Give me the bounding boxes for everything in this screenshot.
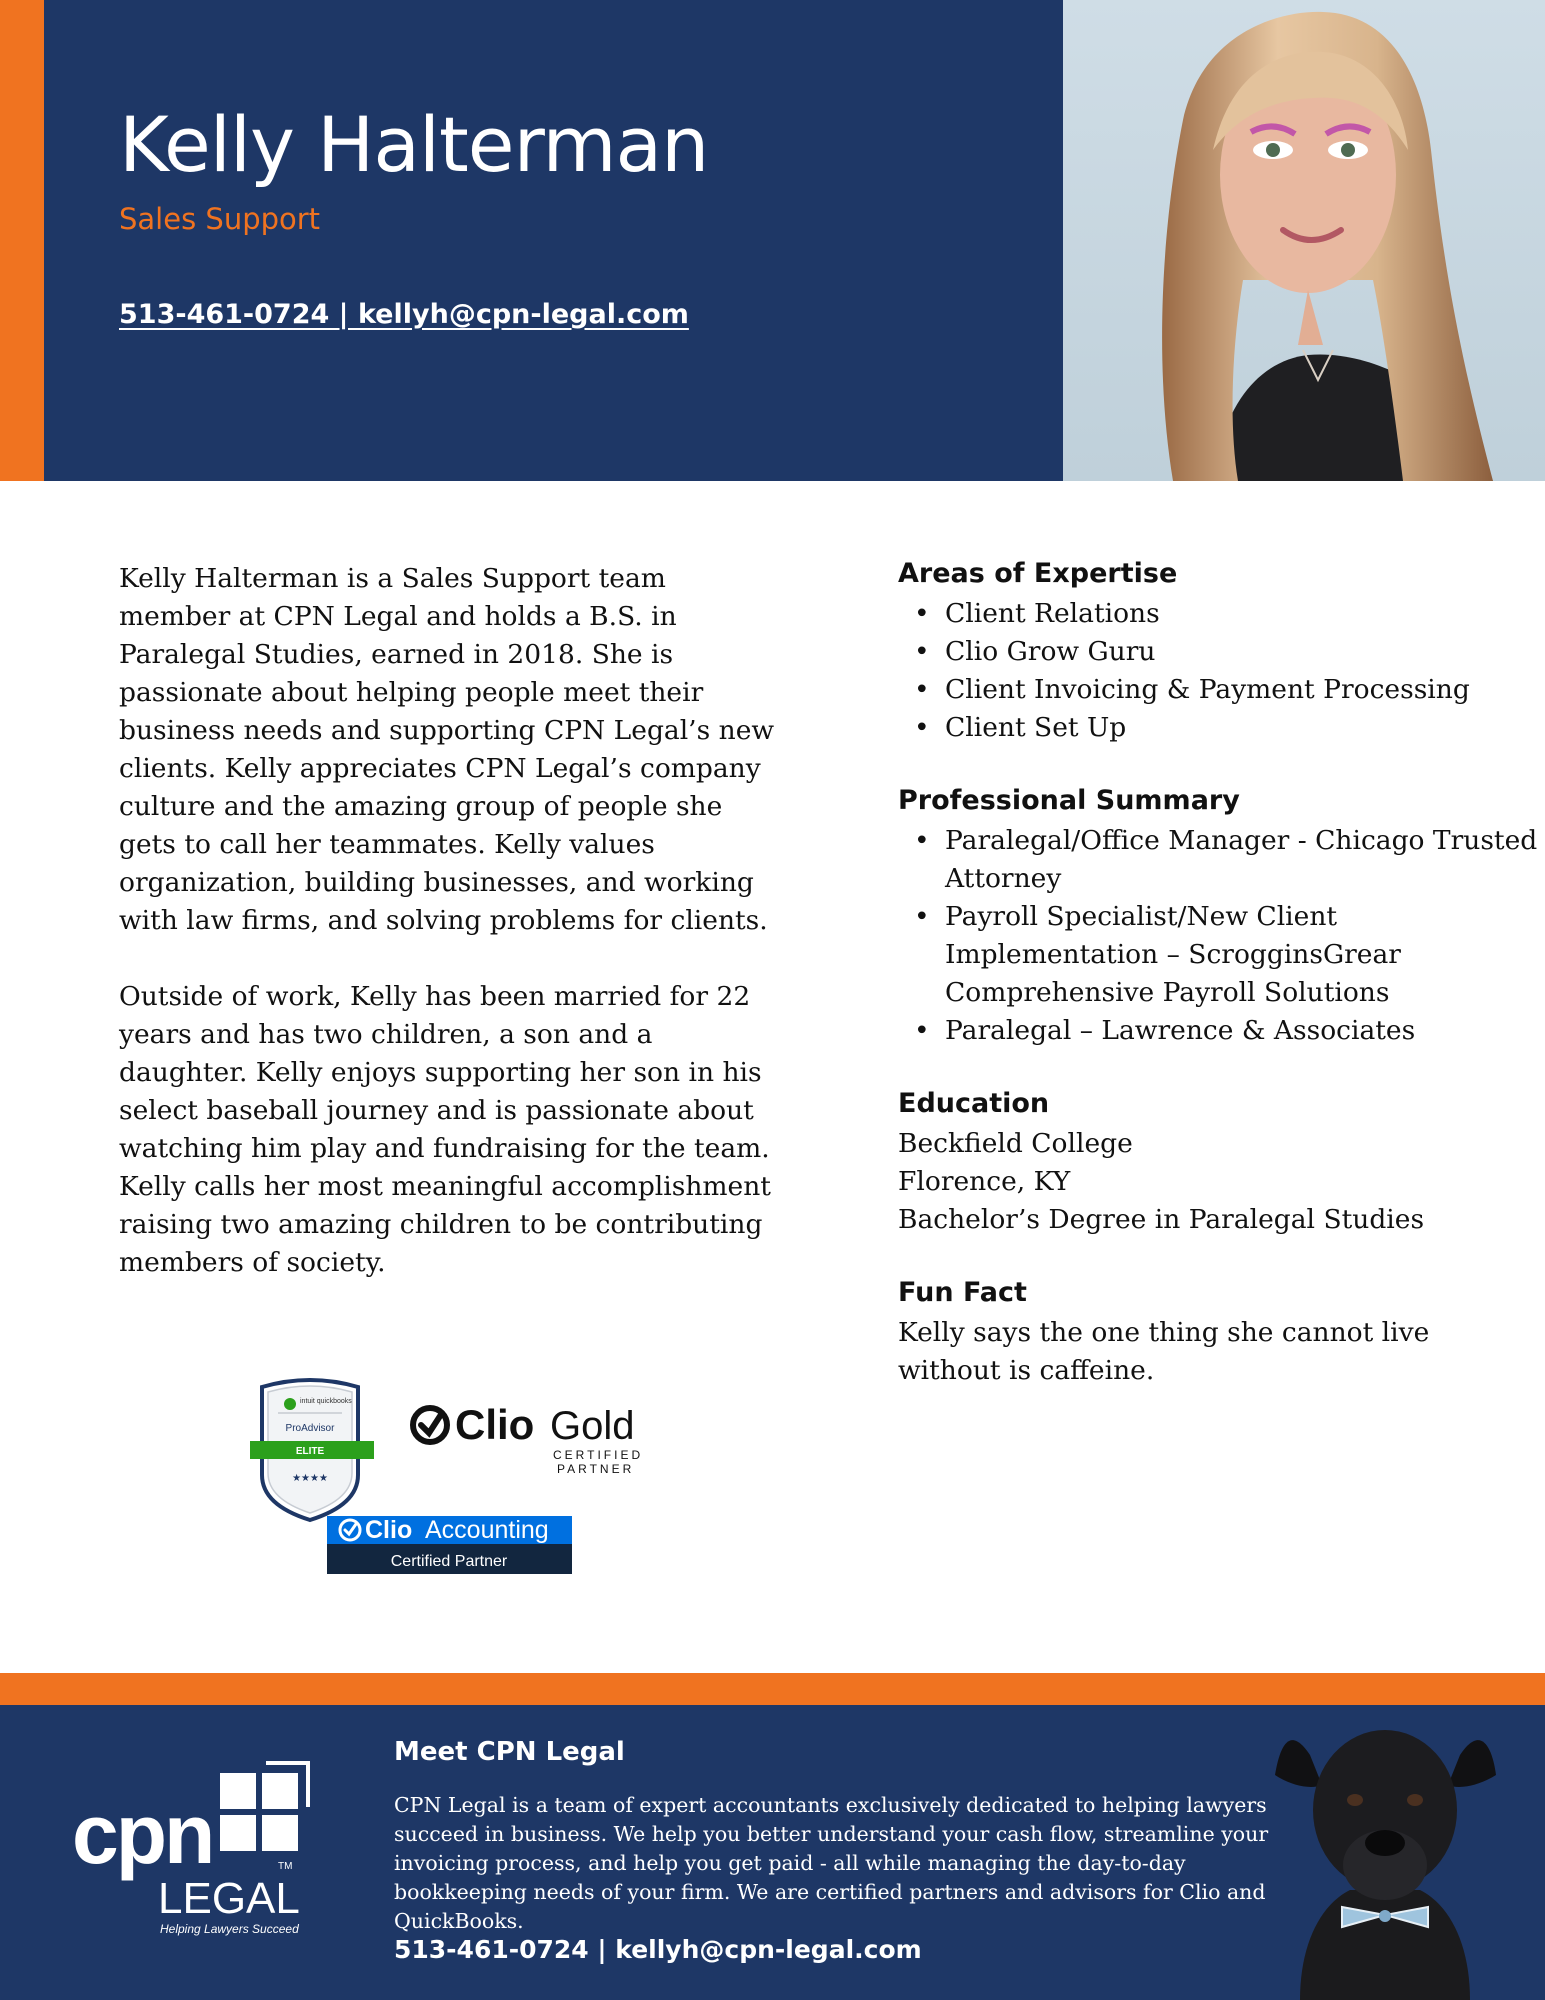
svg-text:Helping Lawyers Succeed: Helping Lawyers Succeed (160, 1922, 299, 1936)
fun-fact-heading: Fun Fact (898, 1277, 1027, 1308)
svg-text:TM: TM (278, 1861, 293, 1872)
svg-text:intuit quickbooks: intuit quickbooks (300, 1398, 352, 1405)
certification-badges (250, 1375, 670, 1615)
svg-text:★★★★: ★★★★ (292, 1473, 328, 1484)
summary-item: • Payroll Specialist/New Client Implementation – ScrogginsGrear Comprehensive Payroll Solutions (898, 898, 1538, 1012)
clio-gold-badge (413, 1401, 643, 1476)
svg-text:Accounting: Accounting (425, 1516, 549, 1544)
footer-heading: Meet CPN Legal (394, 1737, 625, 1767)
footer-accent-stripe (0, 1673, 1545, 1705)
clio-accounting-badge (327, 1516, 572, 1574)
bio-paragraph: Outside of work, Kelly has been married for 22 years and has two children, a son and a daughter. Kelly enjoys supporting her son in his select baseball journey and is passionate about watching him play and fundraising for the team. Kelly calls her most meaningful accomplishment raising two amazing children to be contributing members of society. (119, 981, 771, 1278)
profile-photo (1063, 0, 1545, 481)
svg-text:Gold: Gold (550, 1404, 635, 1448)
fun-fact-text: Kelly says the one thing she cannot live without is caffeine. (898, 1317, 1430, 1386)
summary-item: • Paralegal – Lawrence & Associates (898, 1012, 1538, 1050)
svg-text:Clio: Clio (365, 1516, 413, 1544)
summary-heading: Professional Summary (898, 785, 1240, 816)
fun-fact-section (898, 1277, 1538, 1390)
svg-text:ELITE: ELITE (295, 1446, 325, 1457)
education-section (898, 1088, 1538, 1239)
expertise-item: • Client Set Up (898, 709, 1538, 747)
person-role: Sales Support (119, 202, 321, 236)
education-line: Bachelor’s Degree in Paralegal Studies (898, 1204, 1425, 1235)
education-line: Florence, KY (898, 1166, 1071, 1197)
svg-text:Clio: Clio (455, 1401, 535, 1448)
cpn-legal-logo (70, 1745, 330, 1945)
education-line: Beckfield College (898, 1128, 1133, 1159)
bio-paragraph: Kelly Halterman is a Sales Support team member at CPN Legal and holds a B.S. in Paralegal Studies, earned in 2018. She is passionate about helping people meet their business needs and supporting CPN Legal’s new clients. Kelly appreciates CPN Legal’s company culture and the amazing group of people she gets to call her teammates. Kelly values organization, building businesses, and working with law firms, and solving problems for clients. (119, 563, 775, 936)
summary-section (898, 785, 1538, 1050)
person-name: Kelly Halterman (119, 100, 709, 189)
bio-section (119, 560, 779, 1320)
details-column (898, 558, 1538, 1428)
svg-text:CERTIFIED: CERTIFIED (553, 1448, 644, 1462)
svg-text:Certified Partner: Certified Partner (390, 1553, 508, 1570)
svg-text:ProAdvisor: ProAdvisor (285, 1423, 335, 1434)
expertise-item: • Client Relations (898, 595, 1538, 633)
expertise-item: • Clio Grow Guru (898, 633, 1538, 671)
dog-photo (1270, 1715, 1500, 2000)
quickbooks-logo-icon (284, 1398, 296, 1410)
accent-stripe (0, 0, 44, 481)
svg-text:cpn: cpn (72, 1787, 213, 1881)
expertise-item: • Client Invoicing & Payment Processing (898, 671, 1538, 709)
summary-item: • Paralegal/Office Manager - Chicago Trusted Attorney (898, 822, 1538, 898)
footer-description: CPN Legal is a team of expert accountants exclusively dedicated to helping lawyers succeed in business. We help you better understand your cash flow, streamline your invoicing process, and help you get paid - all while managing the day-to-day bookkeeping needs of your firm. We are certified partners and advisors for Clio and QuickBooks. (394, 1793, 1269, 1933)
svg-text:PARTNER: PARTNER (557, 1462, 635, 1476)
header-contact-link[interactable]: 513-461-0724 | kellyh@cpn-legal.com (119, 299, 689, 330)
expertise-heading: Areas of Expertise (898, 558, 1178, 589)
footer-contact-link[interactable]: 513-461-0724 | kellyh@cpn-legal.com (394, 1935, 922, 1964)
quickbooks-proadvisor-badge (250, 1380, 374, 1520)
svg-text:LEGAL: LEGAL (158, 1874, 300, 1923)
expertise-section (898, 558, 1538, 747)
education-heading: Education (898, 1088, 1050, 1119)
